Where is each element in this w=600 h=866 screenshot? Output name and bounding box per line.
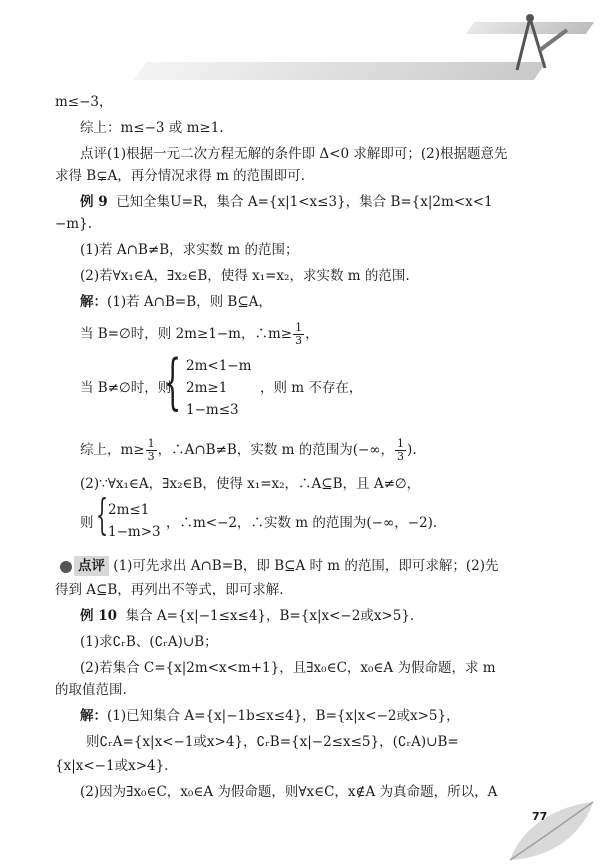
text-line: (2)若∀x₁∈A，∃x₂∈B，使得 x₁=x₂，求实数 m 的范围.	[80, 268, 410, 284]
system-row: 1−m≤3	[186, 402, 239, 418]
lightbulb-icon	[60, 561, 72, 573]
brace: {	[164, 347, 182, 417]
system-row: 1−m>3	[108, 524, 161, 540]
brace: {	[96, 490, 109, 539]
text-line: (2)若集合 C={x|2m<x<m+1}，且∃x₀∈C，x₀∈A 为假命题，求 m	[80, 660, 496, 676]
system-row: 2m≤1	[108, 502, 150, 518]
math-text: 则	[80, 515, 94, 531]
compass-icon	[505, 10, 575, 80]
fraction-denominator: 3	[397, 450, 405, 463]
system-row: 2m≥1	[186, 380, 228, 396]
math-text: ，	[305, 326, 319, 342]
example-10	[80, 606, 414, 626]
text-line: 综上：m≤−3 或 m≥1.	[80, 120, 224, 136]
example-text: 已知全集U=R，集合 A={x|1<x≤3}，集合 B={x|2m<x<1	[116, 194, 493, 210]
math-line	[80, 322, 319, 347]
math-text: 当 B=∅时，则 2m≥1−m，∴m≥	[80, 326, 293, 342]
fraction-numerator: 1	[295, 321, 303, 334]
fraction-numerator: 1	[147, 437, 155, 450]
solution-line	[80, 292, 272, 312]
example-9	[80, 192, 493, 212]
tip-text: (1)可先求出 A∩B=B，即 B⊆A 时 m 的范围，即可求解；(2)先	[113, 558, 499, 574]
math-text: ，∴m<−2，∴实数 m 的范围为(−∞，−2).	[166, 515, 438, 531]
solution-line	[80, 706, 460, 726]
text-line: −m}.	[55, 216, 92, 232]
tip-label: 点评	[74, 556, 109, 576]
text-line: 的取值范围.	[55, 682, 127, 698]
math-text: 当 B≠∅时，则	[80, 380, 172, 396]
solution-text: (1)已知集合 A={x|−1b≤x≤4}，B={x|x<−2或x>5}，	[107, 708, 460, 724]
system-row: 2m<1−m	[186, 358, 252, 374]
fraction	[293, 322, 304, 347]
text-line: 点评(1)根据一元二次方程无解的条件即 Δ<0 求解即可；(2)根据题意先	[80, 146, 508, 162]
tip-line	[60, 556, 499, 576]
math-text: ，∴A∩B≠B，实数 m 的范围为(−∞，	[157, 442, 395, 458]
text-line: 求得 B⊊A，再分情况求得 m 的范围即可.	[55, 168, 305, 184]
example-label: 例 10	[80, 608, 117, 624]
fraction-denominator: 3	[147, 450, 155, 463]
text-line: m≤−3，	[55, 94, 113, 110]
text-line: {x|x<−1或x>4}.	[55, 758, 169, 774]
fraction	[146, 438, 157, 463]
math-text: 综上，m≥	[80, 442, 145, 458]
example-text: 集合 A={x|−1≤x≤4}，B={x|x<−2或x>5}.	[125, 608, 415, 624]
math-line	[80, 438, 417, 463]
text-line: (2)因为∃x₀∈C，x₀∈A 为假命题，则∀x∈C，x∉A 为真命题，所以，A	[80, 784, 498, 800]
fraction	[395, 438, 406, 463]
page-number: 77	[532, 810, 548, 823]
text-line: 得到 A⊆B，再列出不等式，即可求解.	[55, 582, 284, 598]
text-line: (1)若 A∩B≠B，求实数 m 的范围；	[80, 242, 299, 258]
fraction-denominator: 3	[295, 334, 303, 347]
text-line: (1)求∁ᵣB、(∁ᵣA)∪B；	[80, 634, 218, 650]
fraction-numerator: 1	[397, 437, 405, 450]
math-text: ).	[407, 442, 417, 458]
example-label: 例 9	[80, 194, 108, 210]
solution-text: (1)若 A∩B=B，则 B⊆A，	[107, 294, 272, 310]
text-line: 则∁ᵣA={x|x<−1或x>4}，∁ᵣB={x|−2≤x≤5}，(∁ᵣA)∪B=	[86, 734, 459, 750]
text-line: (2)∵∀x₁∈A，∃x₂∈B，使得 x₁=x₂，∴A⊆B，且 A≠∅，	[80, 476, 421, 492]
math-text: ，则 m 不存在，	[260, 380, 363, 396]
solution-label: 解：	[80, 708, 107, 724]
solution-label: 解：	[80, 294, 107, 310]
leaf-decoration-icon	[505, 800, 595, 866]
header-decoration-band	[134, 62, 547, 80]
